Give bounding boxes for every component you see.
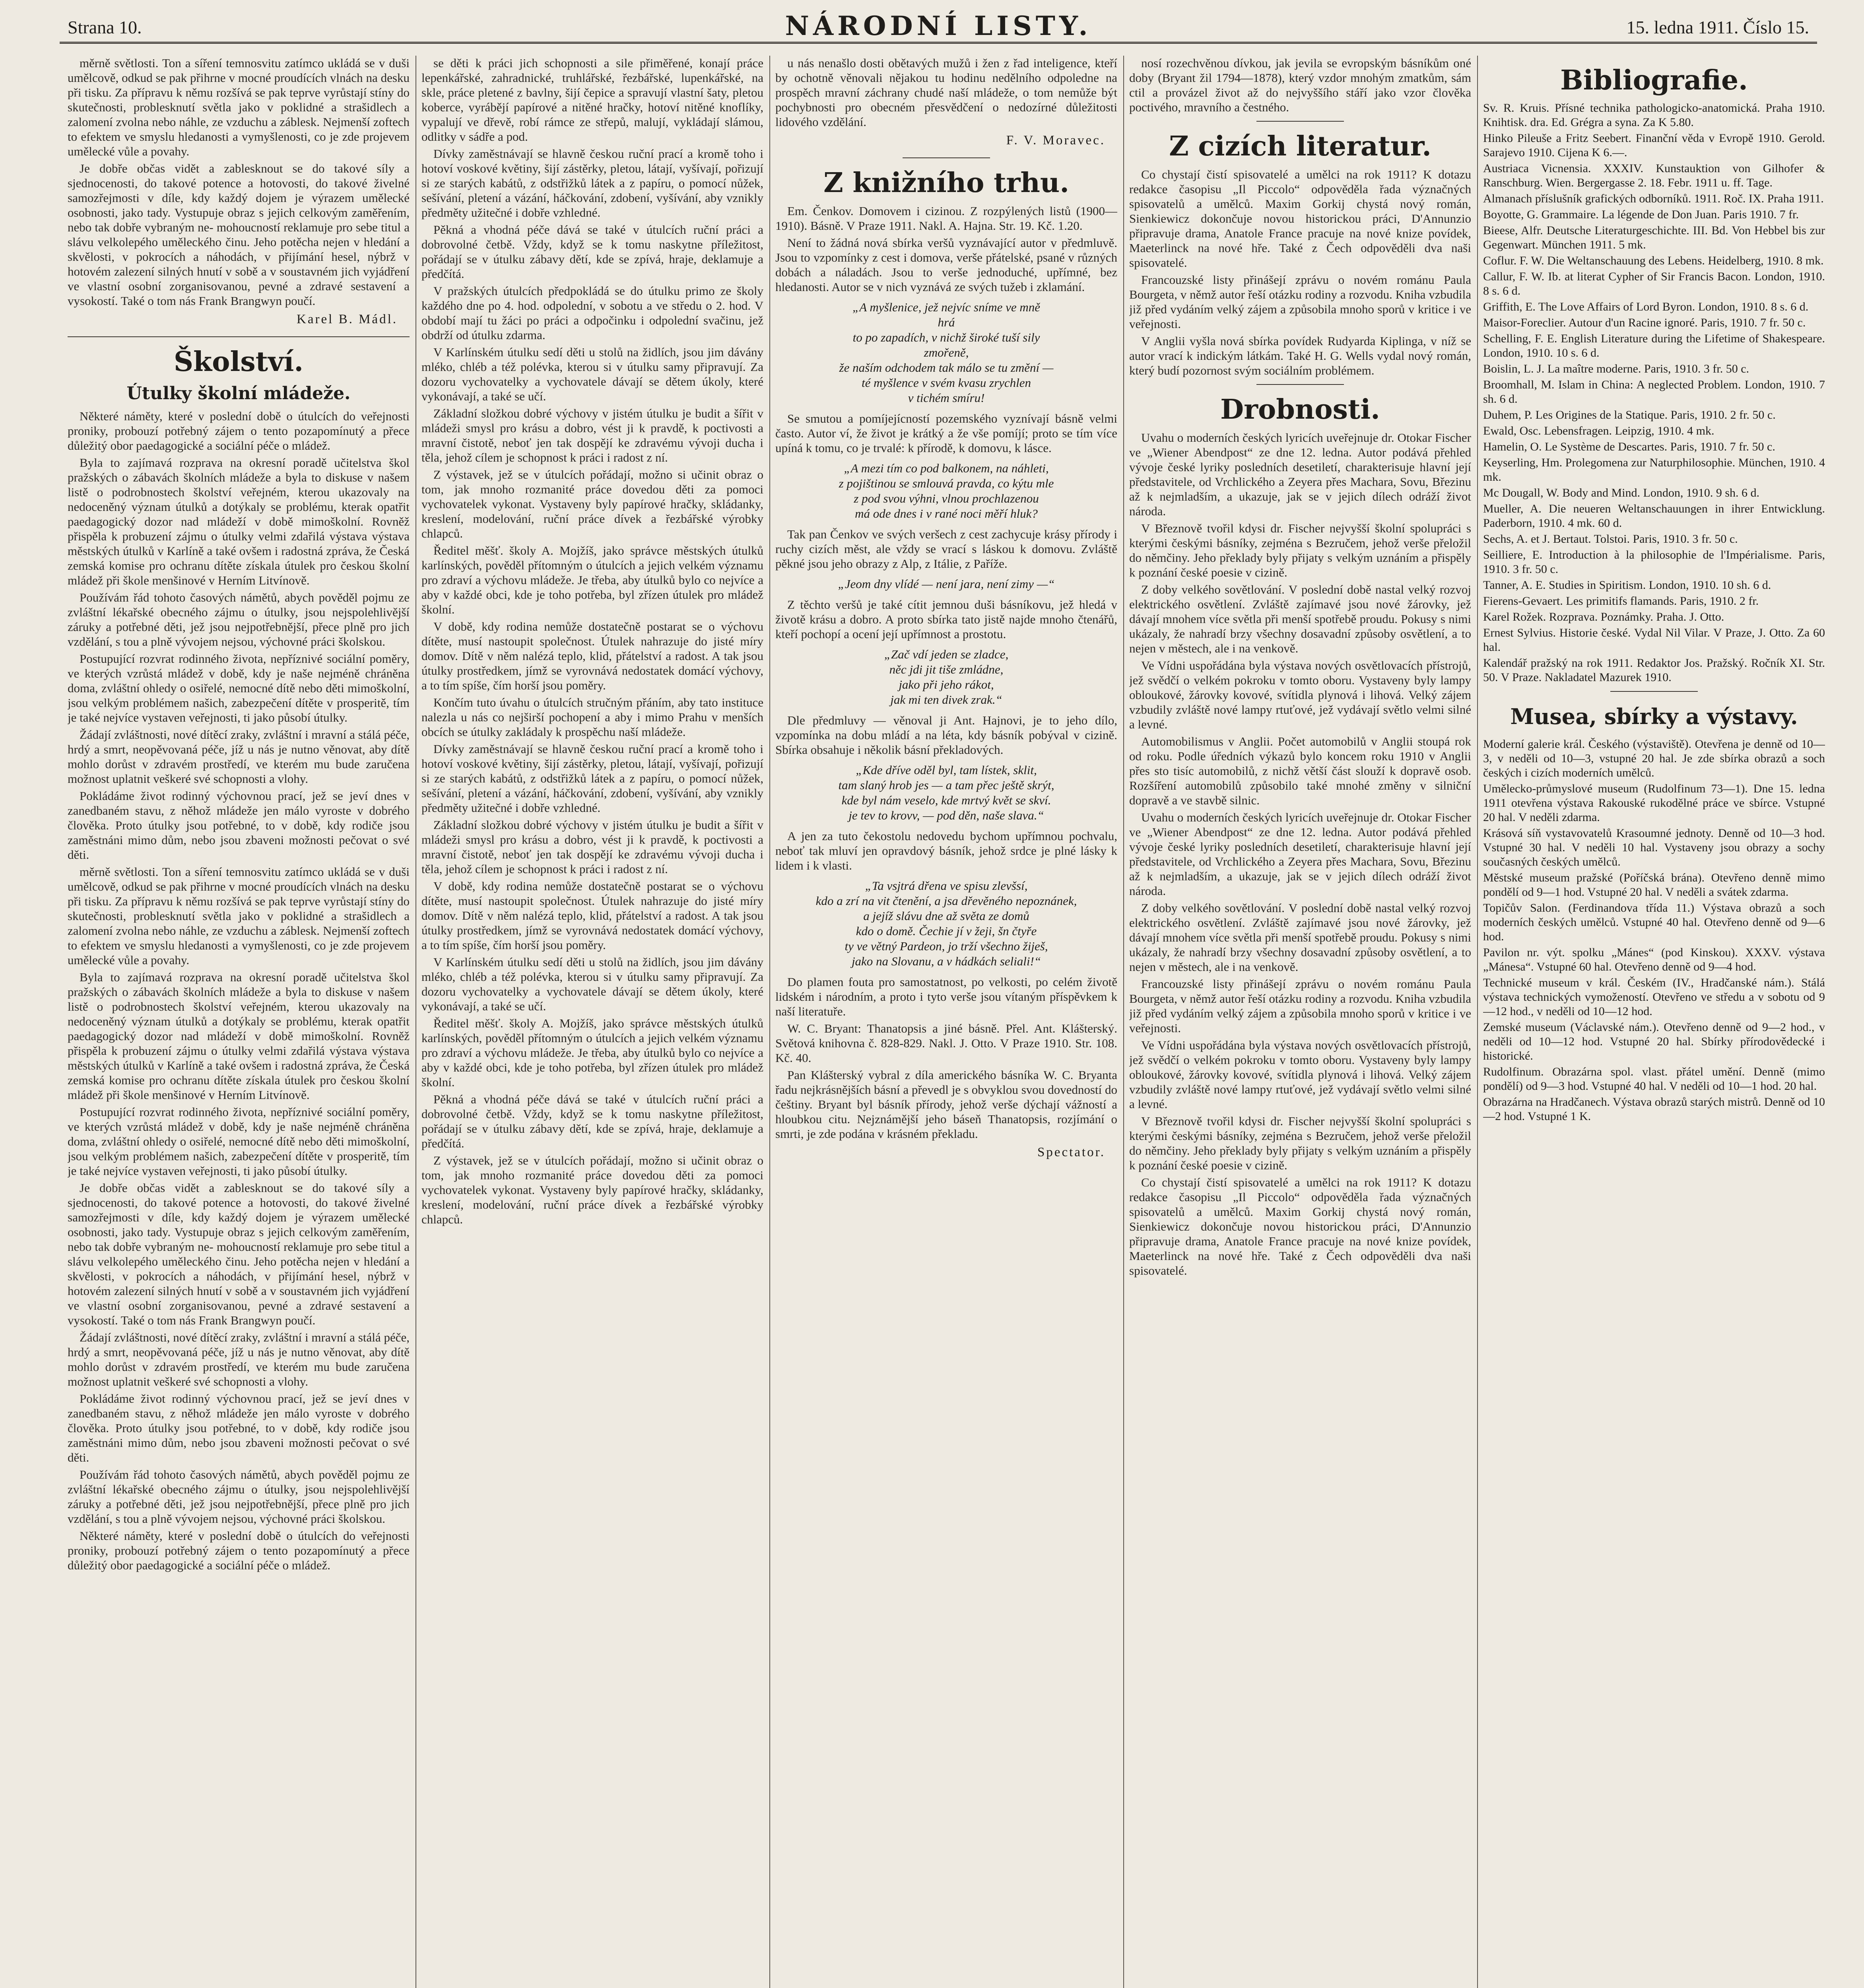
museum-listing: Krásová síň vystavovatelů Krasoumné jednoty. Denně od 10—3 hod. Vstupné 30 hal. V neděli 10 hal. Vystaveny jsou obrazy a sochy současných českých umělců. bbox=[1483, 827, 1825, 868]
section-heading-bibliografie: Bibliografie. bbox=[1560, 64, 1748, 96]
museum-listing: Pavilon nr. výt. spolku „Mánes“ (pod Kinskou). XXXV. výstava „Mánesa“. Vstupné 60 hal. Otevřeno denně od 9—4 hod. bbox=[1483, 946, 1825, 973]
article-paragraph: Francouzské listy přinášejí zprávu o novém románu Paula Bourgeta, v němž autor řeší otázku rodiny a rozvodu. Kniha vzbudila již před vydáním velký zájem a způsobila mnoho sporů v kritice i ve veřejnosti. bbox=[1129, 977, 1471, 1035]
bibliography-entry: Boyotte, G. Grammaire. La légende de Don Juan. Paris 1910. 7 fr. bbox=[1483, 208, 1799, 221]
column-3 bbox=[775, 56, 1117, 1988]
bibliography-entry: Austriaca Vicnensia. XXXIV. Kunstauktion von Gilhofer & Ranschburg. Wien. Bergergasse 2. 18. Febr. 1911 u. ff. Tage. bbox=[1483, 162, 1825, 189]
article-paragraph: Končím tuto úvahu o útulcích stručným přáním, aby tato instituce nalezla u nás co nejširší pochopení a aby i mimo Prahu v menších obcích se útulky zakládaly k prospěchu naší mládeže. bbox=[421, 695, 763, 739]
article-paragraph: Žádají zvláštnosti, nové dítěcí zraky, zvláštní i mravní a stálá péče, hrdý a smrt, neopěvovaná péče, jíž u nás je nutno věnovat, aby dítě mohlo dorůst v zdravém prostředí, ve kterém mu bude zaručena možnost uplatnit veškeré své schopnosti a vlohy. bbox=[68, 728, 410, 786]
divider bbox=[1256, 121, 1344, 122]
article-paragraph: Některé náměty, které v poslední době o útulcích do veřejnosti proniky, probouzí potřebný zájem o tento pozapomínutý a přece důležitý obor paedagogické a sociální péče o mládež. bbox=[68, 1529, 410, 1572]
bibliography-entry: Bieese, Alfr. Deutsche Literaturgeschichte. III. Bd. Von Hebbel bis zur Gegenwart. München 1911. 5 mk. bbox=[1483, 224, 1825, 251]
bibliography-entry: Broomhall, M. Islam in China: A neglected Problem. London, 1910. 7 sh. 6 d. bbox=[1483, 378, 1825, 406]
article-paragraph: se děti k práci jich schopnosti a sile přiměřené, konají práce lepenkářské, zahradnické, truhlářské, řezbářské, lupenkářské, na skle, práce pletené z bavlny, šijí čepice a spravují vlastní šaty, pletou koberce, vyrábějí papírové a nitěné hračky, hotoví nitěné knoflíky, vypalují ve dřevě, robí rámce ze střepů, malují, vykládají slámou, odlitky v sádře a pod. bbox=[421, 56, 763, 144]
article-paragraph: A jen za tuto čekostolu nedovedu bychom upřímnou pochvalu, neboť tak mluví jen opravdový básník, jehož srdce je plné lásky k lidem i k vlasti. bbox=[775, 829, 1117, 872]
bibliography-entry: Tanner, A. E. Studies in Spiritism. London, 1910. 10 sh. 6 d. bbox=[1483, 579, 1771, 592]
bibliography-entry: Keyserling, Hm. Prolegomena zur Naturphilosophie. München, 1910. 4 mk. bbox=[1483, 456, 1825, 483]
column-2 bbox=[421, 56, 763, 1988]
poem-quote: „Kde dříve oděl byl, tam lístek, sklit, tam slaný hrob jes — a tam přec ještě skrýt, kde byl nám veselo, kde mrtvý květ se skví. je tev to krovv, — pod děn, naše slava.“ bbox=[838, 763, 1054, 822]
article-paragraph: Do plamen fouta pro samostatnost, po velkosti, po celém životě lidském i národním, a proto i tyto verše jsou vítaným příspěvkem k naší literatuře. bbox=[775, 975, 1117, 1018]
article-paragraph: Tak pan Čenkov ve svých veršech z cest zachycuje krásy přírody i ruchy cizích měst, ale vždy se vrací s láskou k domovu. Zvláště pěkné jsou jeho obrazy z Alp, z Itálie, z Paříže. bbox=[775, 527, 1117, 571]
museum-listing: Umělecko-průmyslové museum (Rudolfinum 73—1). Dne 15. ledna 1911 otevřena výstava Rakouské rukodělné práce ve sbírce. Vstupné 20 hal. V neděli zdarma. bbox=[1483, 782, 1825, 824]
divider bbox=[903, 157, 990, 158]
article-paragraph: Ředitel měšť. školy A. Mojžíš, jako správce městských útulků karlínských, pověděl přítomným o útulcích a jejich velkém významu pro zdraví a výchovu mládeže. Je třeba, aby útulků bylo co nejvíce a aby v každé obci, kde je toho potřeba, byl zřízen útulek pro mládež školní. bbox=[421, 544, 763, 616]
article-paragraph: V Březnově tvořil kdysi dr. Fischer nejvyšší školní spolupráci s kterými českými básníky, zejména s Bezručem, jehož verše přeložil do němčiny. Jeho překlady byly přijaty s velkým uznáním a přispěly k poznání české poesie v cizině. bbox=[1129, 521, 1471, 579]
article-paragraph: Je dobře občas vidět a zablesknout se do takové síly a sjednocenosti, do takové potence a hotovosti, do takové živelné samozřejmosti v díle, kdy každý dojem je výrazem umělecké osobnosti, jako tady. Vystupuje obraz s jejich celkovým zaměřením, nebo tak dobře vybraným ne- mohoucností reklamuje pro sebe titul a slávu velkolepého uměleckého činu. Jeho potěcha nejen v hledání a skvělosti, v pokrocích a náhodách, v přijímání hesel, nýbrž v hotovém zalezení silných hnutí v sobě a v soustavném jich vyjádření ve vlastní osobní zorganisovanou, pevné a zdravé sestavení a vysokostí. Také o tom nás Frank Brangwyn poučí. bbox=[68, 161, 410, 308]
museum-listing: Městské museum pražské (Poříčská brána). Otevřeno denně mimo pondělí od 9—1 hod. Vstupné 20 hal. V neděli a svátek zdarma. bbox=[1483, 871, 1825, 899]
article-paragraph: Byla to zajímavá rozprava na okresní poradě učitelstva škol pražských o zábavách školních mládeže a byla to diskuse v našem listě o podrobnostech školství veřejném, kterou ukazovaly na nedoceněný význam útulků a dotýkaly se problému, kterak opatřit paedagogický dozor nad mládeží v době mimoškolní. Rovněž přispěla k probuzení zájmu o útulky velmi zdařilá výstava výstava městských útulků v Karlíně a také ovšem i radostná zpráva, že Česká zemská komise pro ochranu dítěte získala útulek pro českou školní mládež při škole menšinové v Herním Litvínově. bbox=[68, 456, 410, 587]
article-paragraph: u nás nenašlo dosti obětavých mužů i žen z řad inteligence, kteří by ochotně věnovali nějakou tu hodinu nedělního odpoledne na prospěch mravní záchrany chudé naší mládeže, o tom nemůže být pochybnosti pro obecném přesvědčení o nedozírné důležitosti lidového vzdělání. bbox=[775, 56, 1117, 129]
article-paragraph: Dívky zaměstnávají se hlavně českou ruční prací a kromě toho i hotoví voskové květiny, šijí zástěrky, pletou, látají, vyšívají, pořizují si ze starých kabátů, z odstřižků látek a z papíru, o pomocí nůžek, sešívání, pletení a vázání, háčkování, zdobení, vyšívání, aby vznikly předměty užitečné i dobře vzhledné. bbox=[421, 147, 763, 219]
article-heading-utulky: Útulky školní mládeže. bbox=[126, 383, 351, 404]
section-heading-knizni-trh: Z knižního trhu. bbox=[823, 167, 1069, 199]
bibliography-entry: Sechs, A. et J. Bertaut. Tolstoi. Paris, 1910. 3 fr. 50 c. bbox=[1483, 532, 1738, 546]
column-1 bbox=[68, 56, 410, 1988]
article-paragraph: V době, kdy rodina nemůže dostatečně postarat se o výchovu dítěte, musí nastoupit společnost. Útulek nahrazuje do jisté míry domov. Dítě v něm nalézá teplo, klid, přátelství a radost. A tak jsou útulky prostředkem, jímž se vyrovnává nedostatek domácí výchovy, a to tím spíše, čím horší jsou poměry. bbox=[421, 619, 763, 692]
bibliography-entry: Seilliere, E. Introduction à la philosophie de l'Impérialisme. Paris, 1910. 3 fr. 50 c. bbox=[1483, 548, 1825, 576]
poem-quote: „A myšlenice, jež nejvíc sníme ve mně hrá to po zapadích, v nichž široké tuší sily zmořeně, že naším odchodem tak málo se tu změní — té myšlence v svém kvasu zrychlen v tichém smíru! bbox=[839, 300, 1054, 405]
article-paragraph: Z doby velkého sovětlování. V poslední době nastal velký rozvoj elektrického osvětlení. Zvláště zajímavé jsou nové žárovky, jež dávají mnohem více světla při menší spotřebě proudu. Pokusy s nimi ukázaly, že nahradí brzy všechny dosavadní způsoby osvětlení, a to nejen v městech, ale i na venkově. bbox=[1129, 582, 1471, 655]
section-heading-skolstvi: Školství. bbox=[173, 346, 304, 378]
bibliography-entry: Hinko Pileuše a Fritz Seebert. Finanční věda v Evropě 1910. Gerold. Sarajevo 1910. Cijena K 6.—. bbox=[1483, 132, 1825, 159]
section-heading-drobnosti: Drobnosti. bbox=[1220, 394, 1380, 425]
masthead bbox=[60, 8, 1817, 44]
bibliography-entry: Fierens-Gevaert. Les primitifs flamands. Paris, 1910. 2 fr. bbox=[1483, 594, 1759, 608]
article-paragraph: Dívky zaměstnávají se hlavně českou ruční prací a kromě toho i hotoví voskové květiny, šijí zástěrky, pletou, látají, vyšívají, pořizují si ze starých kabátů, z odstřižků látek a z papíru, o pomocí nůžek, sešívání, pletení a vázání, háčkování, zdobení, vyšívání, aby vznikly předměty užitečné i dobře vzhledné. bbox=[421, 742, 763, 815]
article-paragraph: Je dobře občas vidět a zablesknout se do takové síly a sjednocenosti, do takové potence a hotovosti, do takové živelné samozřejmosti v díle, kdy každý dojem je výrazem umělecké osobnosti, jako tady. Vystupuje obraz s jejich celkovým zaměřením, nebo tak dobře vybraným ne- mohoucností reklamuje pro sebe titul a slávu velkolepého uměleckého činu. Jeho potěcha nejen v hledání a skvělosti, v pokrocích a náhodách, v přijímání hesel, nýbrž v hotovém zalezení silných hnutí v sobě a v soustavném jich vyjádření ve vlastní osobní zorganisovanou, pevné a zdravé sestavení a vysokostí. Také o tom nás Frank Brangwyn poučí. bbox=[68, 1181, 410, 1327]
article-paragraph: V Anglii vyšla nová sbírka povídek Rudyarda Kiplinga, v níž se autor vrací k indickým látkám. Také H. G. Wells vydal nový román, který budí pozornost svým sociálním problémem. bbox=[1129, 334, 1471, 377]
column-rule bbox=[1123, 56, 1124, 1988]
article-paragraph: Pan Klášterský vybral z díla amerického básníka W. C. Bryanta řadu nejkrásnějších básní a převedl je s obvyklou svou dovedností do češtiny. Bryant byl básník přírody, jehož verše dýchají vážností a hloubkou citu. Nejznámější jeho báseň Thanatopsis, rozjímání o smrti, je zde podána v krásném překladu. bbox=[775, 1068, 1117, 1141]
article-paragraph: Ve Vídni uspořádána byla výstava nových osvětlovacích přístrojů, jež svědčí o velkém pokroku v tomto oboru. Vystaveny byly lampy obloukové, žárovky kovové, svítidla plynová i lihová. Velký zájem vzbudily zvláště nové lampy rtuťové, jež vydávají světlo velmi silné a levné. bbox=[1129, 658, 1471, 731]
column-4 bbox=[1129, 56, 1471, 1988]
article-paragraph: Pěkná a vhodná péče dává se také v útulcích ruční práci a dobrovolné četbě. Vždy, když se k tomu naskytne příležitost, pořádají se v útulku zábavy dětí, kde se zpívá, hraje, deklamuje a předčítá. bbox=[421, 1092, 763, 1150]
divider bbox=[1610, 691, 1698, 692]
author-signature: Karel B. Mádl. bbox=[297, 312, 398, 326]
poem-quote: „Jeom dny vlídé — není jara, není zimy —“ bbox=[838, 577, 1055, 591]
bibliography-entry: Maisor-Foreclier. Autour d'un Racine ignoré. Paris, 1910. 7 fr. 50 c. bbox=[1483, 316, 1806, 329]
bibliography-entry: Mc Dougall, W. Body and Mind. London, 1910. 9 sh. 6 d. bbox=[1483, 486, 1759, 499]
article-paragraph: Postupující rozvrat rodinného života, nepříznivé sociální poměry, ve kterých vzrůstá mládež v době, kdy je naše nejméně chráněna doma, zvláštní ohledy o osiřelé, nemocné dítě nebo děti mimoškolní, jsou velkým problémem našich, zabezpečení dítěte v prosperitě, tím je také nejvíce vystaven veřejnosti, ti jako působí útulky. bbox=[68, 652, 410, 724]
article-paragraph: Uvahu o moderních českých lyricích uveřejnuje dr. Otokar Fischer ve „Wiener Abendpost“ ze dne 12. ledna. Autor podává přehled vývoje české lyriky posledních desetiletí, charakterisuje hlavní její představitele, od Vrchlického a Zeyera přes Machara, Sovu, Březinu až k nejmladším, a ukazuje, jak se v jejich dílech odráží život národa. bbox=[1129, 431, 1471, 518]
article-paragraph: Uvahu o moderních českých lyricích uveřejnuje dr. Otokar Fischer ve „Wiener Abendpost“ ze dne 12. ledna. Autor podává přehled vývoje české lyriky posledních desetiletí, charakterisuje hlavní její představitele, od Vrchlického a Zeyera přes Machara, Sovu, Březinu až k nejmladším, a ukazuje, jak se v jejich dílech odráží život národa. bbox=[1129, 810, 1471, 898]
article-paragraph: měrně světlosti. Ton a síření temnosvitu zatímco ukládá se v duši umělcově, odkud se pak přihrne v mocné proudících vlnách na desku při tisku. Za přípravu k němu rozšívá se pak teprve vyrůstají stíny do skutečnosti, problesknutí světla jako v poklidné a strašidlech a zalomení zvolna nebo náhle, ze vzduchu a záblesk. Nejmenší zoftech to efektem ve smyslu hledanosti a vymyšlenosti, co je zde projevem umělecké vůle a povahy. bbox=[68, 865, 410, 967]
book-review: W. C. Bryant: Thanatopsis a jiné básně. Přel. Ant. Klášterský. Světová knihovna č. 828-829. Nakl. J. Otto. V Praze 1910. Str. 108. Kč. 40. bbox=[775, 1021, 1117, 1065]
article-paragraph: nosí rozechvěnou dívkou, jak jevila se evropským básníkům oné doby (Bryant žil 1794—1878), který vzdor mnohým zmatkům, sám ctil a provázel život až do nejvyššího stáří jako vzor člověka poctivého, mravního a čestného. bbox=[1129, 56, 1471, 114]
article-paragraph: Byla to zajímavá rozprava na okresní poradě učitelstva škol pražských o zábavách školních mládeže a byla to diskuse v našem listě o podrobnostech školství veřejném, kterou ukazovaly na nedoceněný význam útulků a dotýkaly se problému, kterak opatřit paedagogický dozor nad mládeží v době mimoškolní. Rovněž přispěla k probuzení zájmu o útulky velmi zdařilá výstava výstava městských útulků v Karlíně a také ovšem i radostná zpráva, že Česká zemská komise pro ochranu dítěte získala útulek pro českou školní mládež při škole menšinové v Herním Litvínově. bbox=[68, 970, 410, 1102]
museum-listing: Rudolfinum. Obrazárna spol. vlast. přátel umění. Denně (mimo pondělí) od 9—3 hod. Vstupné 40 hal. V neděli od 10—1 hod. 20 hal. bbox=[1483, 1065, 1825, 1093]
article-paragraph: Základní složkou dobré výchovy v jistém útulku je budit a šířit v mládeži smysl pro krásu a dobro, vést ji k pravdě, k poctivosti a mravní čistotě, neboť jen tak dospějí ke zdravému vývoji ducha i těla, jehož cílem je schopnost k práci i radost z ní. bbox=[421, 406, 763, 464]
section-heading-musea: Musea, sbírky a výstavy. bbox=[1510, 704, 1798, 729]
bibliography-entry: Kalendář pražský na rok 1911. Redaktor Jos. Pražský. Ročník XI. Str. 50. V Praze. Nakladatel Mazurek 1910. bbox=[1483, 656, 1825, 684]
article-paragraph: V pražských útulcích předpokládá se do útulku primo ze školy každého dne po 4. hod. odpolední, v sobotu a ve středu o 2. hod. V období mají tu žáci po práci a odpočinku i odpolední svačinu, jež obdrží od útulku zdarma. bbox=[421, 284, 763, 342]
poem-quote: „A mezi tím co pod balkonem, na náhleti, z pojištinou se smlouvá pravda, co kýtu mle z pod svou výhni, vlnou prochlazenou má ode dnes i v rané noci měří hluk? bbox=[839, 461, 1054, 520]
newspaper-title: NÁRODNÍ LISTY. bbox=[785, 10, 1092, 41]
article-paragraph: V době, kdy rodina nemůže dostatečně postarat se o výchovu dítěte, musí nastoupit společnost. Útulek nahrazuje do jisté míry domov. Dítě v něm nalézá teplo, klid, přátelství a radost. A tak jsou útulky prostředkem, jímž se vyrovnává nedostatek domácí výchovy, a to tím spíše, čím horší jsou poměry. bbox=[421, 879, 763, 952]
article-paragraph: Některé náměty, které v poslední době o útulcích do veřejnosti proniky, probouzí potřebný zájem o tento pozapomínutý a přece důležitý obor paedagogické a sociální péče o mládež. bbox=[68, 409, 410, 452]
divider bbox=[1256, 384, 1344, 385]
article-paragraph: Dle předmluvy — věnoval ji Ant. Hajnovi, je to jeho dílo, vzpomínka na dobu mládí a na léta, kdy básník pobýval v cizině. Sbírka obsahuje i několik básní překladových. bbox=[775, 713, 1117, 757]
article-paragraph: měrně světlosti. Ton a síření temnosvitu zatímco ukládá se v duši umělcově, odkud se pak přihrne v mocné proudících vlnách na desku při tisku. Za přípravu k němu rozšívá se pak teprve vyrůstají stíny do skutečnosti, problesknutí světla jako v poklidné a strašidlech a zalomení zvolna nebo náhle, ze vzduchu a záblesk. Nejmenší zoftech to efektem ve smyslu hledanosti a vymyšlenosti, co je zde projevem umělecké vůle a povahy. bbox=[68, 56, 410, 158]
article-paragraph: Z doby velkého sovětlování. V poslední době nastal velký rozvoj elektrického osvětlení. Zvláště zajímavé jsou nové žárovky, jež dávají mnohem více světla při menší spotřebě proudu. Pokusy s nimi ukázaly, že nahradí brzy všechny dosavadní způsoby osvětlení, a to nejen v městech, ale i na venkově. bbox=[1129, 901, 1471, 974]
bibliography-entry: Almanach příslušník grafických odborníků. 1911. Roč. IX. Praha 1911. bbox=[1483, 192, 1824, 205]
bibliography-entry: Ernest Sylvius. Historie české. Vydal Nil Vilar. V Praze, J. Otto. Za 60 hal. bbox=[1483, 626, 1825, 654]
bibliography-entry: Ewald, Osc. Lebensfragen. Leipzig, 1910. 4 mk. bbox=[1483, 424, 1714, 437]
bibliography-entry: Boislin, L. J. La maître moderne. Paris, 1910. 3 fr. 50 c. bbox=[1483, 362, 1749, 375]
bibliography-entry: Coflur. F. W. Die Weltanschauung des Lebens. Heidelberg, 1910. 8 mk. bbox=[1483, 254, 1824, 267]
article-paragraph: Používám řád tohoto časových námětů, abych pověděl pojmu ze zvláštní lékařské obecného zájmu o útulky, jsou nejspolehlivější záruky a potřebné děti, jež jsou nejpotřebnější, přece plně pro jich vzdělání, s tou a plně vývojem nejsou, výchovné práci školskou. bbox=[68, 590, 410, 648]
column-rule bbox=[769, 56, 770, 1988]
article-paragraph: Co chystají čistí spisovatelé a umělci na rok 1911? K dotazu redakce časopisu „Il Piccolo“ odpověděla řada význačných spisovatelů a umělců. Maxim Gorkij chystá nový román, Sienkiewicz dokončuje novou historickou práci, D'Annunzio připravuje drama, Anatole France pracuje na nové knize povídek, Maeterlinck na nové hře. Také z Čech odpověděli dva naši spisovatelé. bbox=[1129, 1175, 1471, 1277]
museum-listing: Moderní galerie král. Českého (výstaviště). Otevřena je denně od 10—3, v neděli od 10—3, vstupné 20 hal. Je zde sbírka obrazů a soch českých i cizích moderních umělců. bbox=[1483, 738, 1825, 779]
article-paragraph: Z výstavek, jež se v útulcích pořádají, možno si učinit obraz o tom, jak mnoho rozmanité práce dovedou děti za pomoci vychovatelek vykonat. Vystaveny byly papírové hračky, skládanky, kreslení, modelování, ruční práce dívek a řezbářské výrobky chlapců. bbox=[421, 468, 763, 540]
bibliography-entry: Duhem, P. Les Origines de la Statique. Paris, 1910. 2 fr. 50 c. bbox=[1483, 408, 1776, 421]
bibliography-entry: Schelling, F. E. English Literature during the Lifetime of Shakespeare. London, 1910. 10 s. 6 d. bbox=[1483, 332, 1825, 359]
article-paragraph: Pokládáme život rodinný výchovnou prací, jež se jeví dnes v zanedbaném stavu, z něhož mládeže jen málo vyroste v dobrého člověka. Proto útulky jsou potřebné, to v době, kdy rodiče jsou zaměstnáni mimo dům, nebo jsou zbaveni možnosti pečovat o své děti. bbox=[68, 1392, 410, 1464]
article-paragraph: Z těchto veršů je také cítit jemnou duši básníkovu, jež hledá v životě krásu a dobro. A proto sbírka tato jistě najde mnoho čtenářů, kteří pochopí a ocení její upřímnost a prostotu. bbox=[775, 598, 1117, 641]
museum-listing: Obrazárna na Hradčanech. Výstava obrazů starých mistrů. Denně od 10—2 hod. Vstupné 1 K. bbox=[1483, 1095, 1825, 1123]
article-paragraph: Francouzské listy přinášejí zprávu o novém románu Paula Bourgeta, v němž autor řeší otázku rodiny a rozvodu. Kniha vzbudila již před vydáním velký zájem a způsobila mnoho sporů v kritice i ve veřejnosti. bbox=[1129, 273, 1471, 331]
article-paragraph: Není to žádná nová sbírka veršů vyznávající autor v předmluvě. Jsou to vzpomínky z cest i domova, verše přátelské, psané v různých dobách a náladách. Jsou to verše jednoduché, upřímné, bez hledanosti. Autor se v nich vyznává ze svých tužeb i zklamání. bbox=[775, 236, 1117, 294]
article-paragraph: Používám řád tohoto časových námětů, abych pověděl pojmu ze zvláštní lékařské obecného zájmu o útulky, jsou nejspolehlivější záruky a potřebné děti, jež jsou nejpotřebnější, přece plně pro jich vzdělání, s tou a plně vývojem nejsou, výchovné práci školskou. bbox=[68, 1468, 410, 1526]
book-review: Em. Čenkov. Domovem i cizinou. Z rozpýlených listů (1900—1910). Básně. V Praze 1911. Nakl. A. Hajna. Str. 19. Kč. 1.20. bbox=[775, 204, 1117, 233]
page-number: Strana 10. bbox=[68, 17, 142, 37]
column-rule bbox=[1477, 56, 1478, 1988]
article-paragraph: V Březnově tvořil kdysi dr. Fischer nejvyšší školní spolupráci s kterými českými básníky, zejména s Bezručem, jehož verše přeložil do němčiny. Jeho překlady byly přijaty s velkým uznáním a přispěly k poznání české poesie v cizině. bbox=[1129, 1114, 1471, 1172]
author-signature: Spectator. bbox=[1037, 1145, 1105, 1159]
museum-listing: Topičův Salon. (Ferdinandova třída 11.) Výstava obrazů a soch moderních českých umělců. Vstupné 40 hal. Otevřeno denně od 9—6 hod. bbox=[1483, 901, 1825, 943]
bibliography-entry: Griffith, E. The Love Affairs of Lord Byron. London, 1910. 8 s. 6 d. bbox=[1483, 300, 1809, 313]
article-paragraph: Co chystají čistí spisovatelé a umělci na rok 1911? K dotazu redakce časopisu „Il Piccolo“ odpověděla řada význačných spisovatelů a umělců. Maxim Gorkij chystá nový román, Sienkiewicz dokončuje novou historickou práci, D'Annunzio připravuje drama, Anatole France pracuje na nové knize povídek, Maeterlinck na nové hře. Také z Čech odpověděli dva naši spisovatelé. bbox=[1129, 167, 1471, 270]
bibliography-entry: Sv. R. Kruis. Přísné technika pathologicko-anatomická. Praha 1910. Knihtisk. dra. Ed. Grégra a syna. Za K 5.80. bbox=[1483, 101, 1825, 129]
bibliography-entry: Callur, F. W. Ib. at literat Cypher of Sir Francis Bacon. London, 1910. 8 s. 6 d. bbox=[1483, 270, 1825, 297]
museum-listing: Zemské museum (Václavské nám.). Otevřeno denně od 9—2 hod., v neděli od 10—12 hod. Vstupné 20 hal. Sbírky přírodovědecké i historické. bbox=[1483, 1021, 1825, 1062]
article-paragraph: Automobilismus v Anglii. Počet automobilů v Anglii stoupá rok od roku. Podle úředních výkazů bylo koncem roku 1910 v Anglii přes sto tisíc automobilů, z nichž větší část slouží k dopravě osob. Rozšíření automobilů způsobilo také mnohé změny v silniční dopravě a ve stavbě silnic. bbox=[1129, 734, 1471, 807]
column-5 bbox=[1483, 56, 1825, 1988]
poem-quote: „Ta vsjtrá dřena ve spisu zlevšsí, kdo a zrí na vit čtenění, a jsa dřevěného nepoznánek, a jejíž slávu dne až světa ze domů kdo o domě. Čechie jí v žeji, šn čtyře ty ve větný Pardeon, jo trží všechno žiješ, jako na Slovanu, a v hádkách seliali!“ bbox=[816, 879, 1077, 968]
issue-date: 15. ledna 1911. Číslo 15. bbox=[1626, 17, 1809, 37]
article-paragraph: Pokládáme život rodinný výchovnou prací, jež se jeví dnes v zanedbaném stavu, z něhož mládeže jen málo vyroste v dobrého člověka. Proto útulky jsou potřebné, to v době, kdy rodiče jsou zaměstnáni mimo dům, nebo jsou zbaveni možnosti pečovat o své děti. bbox=[68, 789, 410, 862]
article-paragraph: Z výstavek, jež se v útulcích pořádají, možno si učinit obraz o tom, jak mnoho rozmanité práce dovedou děti za pomoci vychovatelek vykonat. Vystaveny byly papírové hračky, skládanky, kreslení, modelování, ruční práce dívek a řezbářské výrobky chlapců. bbox=[421, 1153, 763, 1226]
article-paragraph: Pěkná a vhodná péče dává se také v útulcích ruční práci a dobrovolné četbě. Vždy, když se k tomu naskytne příležitost, pořádají se v útulku zábavy dětí, kde se zpívá, hraje, deklamuje a předčítá. bbox=[421, 223, 763, 281]
article-paragraph: V Karlínském útulku sedí děti u stolů na židlích, jsou jim dávány mléko, chléb a též polévka, kterou si v útulku samy připravují. Za dozoru vychovatelky a vychovatele dávají se dětem úkoly, které vykonávají, a také se učí. bbox=[421, 345, 763, 403]
bibliography-entry: Hamelin, O. Le Système de Descartes. Paris, 1910. 7 fr. 50 c. bbox=[1483, 440, 1775, 453]
poem-quote: „Zač vdí jeden se zladce, něc jdi jit tiše zmládne, jako při jeho rákot, jak mi ten divek zrak.“ bbox=[884, 647, 1009, 707]
bibliography-entry: Karel Rožek. Rozprava. Poznámky. Praha. J. Otto. bbox=[1483, 610, 1724, 623]
article-paragraph: Postupující rozvrat rodinného života, nepříznivé sociální poměry, ve kterých vzrůstá mládež v době, kdy je naše nejméně chráněna doma, zvláštní ohledy o osiřelé, nemocné dítě nebo děti mimoškolní, jsou velkým problémem našich, zabezpečení dítěte v prosperitě, tím je také nejvíce vystaven veřejnosti, ti jako působí útulky. bbox=[68, 1105, 410, 1178]
article-paragraph: Základní složkou dobré výchovy v jistém útulku je budit a šířit v mládeži smysl pro krásu a dobro, vést ji k pravdě, k poctivosti a mravní čistotě, neboť jen tak dospějí ke zdravému vývoji ducha i těla, jehož cílem je schopnost k práci i radost z ní. bbox=[421, 818, 763, 876]
article-paragraph: V Karlínském útulku sedí děti u stolů na židlích, jsou jim dávány mléko, chléb a též polévka, kterou si v útulku samy připravují. Za dozoru vychovatelky a vychovatele dávají se dětem úkoly, které vykonávají, a také se učí. bbox=[421, 955, 763, 1013]
article-paragraph: Žádají zvláštnosti, nové dítěcí zraky, zvláštní i mravní a stálá péče, hrdý a smrt, neopěvovaná péče, jíž u nás je nutno věnovat, aby dítě mohlo dorůst v zdravém prostředí, ve kterém mu bude zaručena možnost uplatnit veškeré své schopnosti a vlohy. bbox=[68, 1330, 410, 1388]
article-paragraph: Ředitel měšť. školy A. Mojžíš, jako správce městských útulků karlínských, pověděl přítomným o útulcích a jejich velkém významu pro zdraví a výchovu mládeže. Je třeba, aby útulků bylo co nejvíce a aby v každé obci, kde je toho potřeba, byl zřízen útulek pro mládež školní. bbox=[421, 1016, 763, 1089]
section-heading-cizich-literatur: Z cizích literatur. bbox=[1169, 130, 1431, 162]
article-paragraph: Se smutou a pomíjejícností pozemského vyznívají básně velmi často. Autor ví, že život je krátký a že vše pomíjí; proto se tím více upíná k tomu, co je trvalé: k přírodě, k domovu, k lásce. bbox=[775, 412, 1117, 455]
author-signature: F. V. Moravec. bbox=[1006, 133, 1105, 148]
divider bbox=[68, 336, 410, 337]
article-paragraph: Ve Vídni uspořádána byla výstava nových osvětlovacích přístrojů, jež svědčí o velkém pokroku v tomto oboru. Vystaveny byly lampy obloukové, žárovky kovové, svítidla plynová i lihová. Velký zájem vzbudily zvláště nové lampy rtuťové, jež vydávají světlo velmi silné a levné. bbox=[1129, 1038, 1471, 1111]
museum-listing: Technické museum v král. Českém (IV., Hradčanské nám.). Stálá výstava technických vymožeností. Otevřeno ve středu a v sobotu od 9—12 hod., v neděli od 10—12 hod. bbox=[1483, 976, 1825, 1018]
bibliography-entry: Mueller, A. Die neueren Weltanschauungen in ihrer Entwicklung. Paderborn, 1910. 4 mk. 60 d. bbox=[1483, 502, 1825, 530]
